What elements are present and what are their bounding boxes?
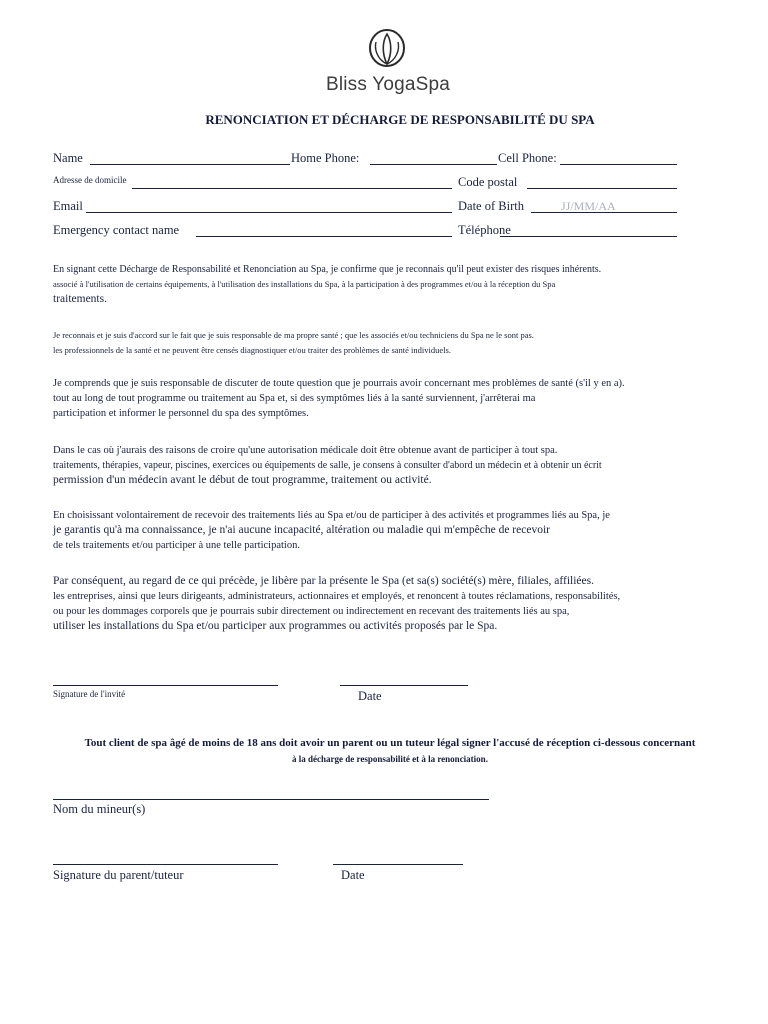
minor-notice-line2: à la décharge de responsabilité et à la renonciation. bbox=[292, 754, 488, 764]
waiver-paragraph-4: Dans le cas où j'aurais des raisons de croire qu'une autorisation médicale doit être obtenue avant de participer à tout spa. traitements, thérapies, vapeur, piscines, exercices ou équipements de salle, je consens à consulter d'abord un médecin et à obtenir un écrit permission d'un médecin avant le début de tout programme, traitement ou activité. bbox=[53, 445, 602, 486]
name-label: Name bbox=[53, 151, 83, 165]
telephone-field[interactable] bbox=[500, 236, 677, 237]
postal-code-field[interactable] bbox=[527, 188, 677, 189]
emergency-contact-label: Emergency contact name bbox=[53, 223, 180, 237]
cell-phone-label: Cell Phone: bbox=[498, 151, 557, 165]
waiver-paragraph-5: En choisissant volontairement de recevoir des traitements liés au Spa et/ou de participer à des activités et programmes liés au Spa, je je garantis qu'à ma connaissance, je n'ai aucune incapacité, altération ou maladie qui m'empêche de recevoir de tels traitements et/ou participer à une telle participation. bbox=[53, 510, 610, 551]
dob-placeholder: JJ/MM/AA bbox=[561, 199, 616, 213]
home-phone-label: Home Phone: bbox=[291, 151, 360, 165]
parent-signature-field[interactable] bbox=[53, 864, 278, 865]
cell-phone-field[interactable] bbox=[560, 164, 677, 165]
guest-signature-label: Signature de l'invité bbox=[53, 689, 126, 699]
email-label: Email bbox=[53, 199, 83, 213]
address-field[interactable] bbox=[132, 188, 452, 189]
minor-name-field[interactable] bbox=[53, 799, 489, 800]
address-label: Adresse de domicile bbox=[53, 175, 127, 185]
home-phone-field[interactable] bbox=[370, 164, 497, 165]
brand-name: Bliss YogaSpa bbox=[325, 74, 451, 95]
minor-name-label: Nom du mineur(s) bbox=[53, 802, 146, 816]
postal-code-label: Code postal bbox=[458, 175, 518, 189]
email-field[interactable] bbox=[86, 212, 452, 213]
waiver-paragraph-6: Par conséquent, au regard de ce qui précède, je libère par la présente le Spa (et sa(s) société(s) mère, filiales, affiliées. les entreprises, ainsi que leurs dirigeants, administrateurs, actionnaires et employés, et renoncent à toutes réclamations, responsabilités, ou pour les dommages corporels que je pourrais subir directement ou indirectement en recevant des traitements liés au spa, utiliser les installations du Spa et/ou participer aux programmes ou activités proposés par le Spa. bbox=[53, 575, 621, 632]
waiver-paragraph-1: En signant cette Décharge de Responsabilité et Renonciation au Spa, je confirme que je reconnais qu'il peut exister des risques inhérents. associé à l'utilisation de certains équipements, à l'utilisation des installations du Spa, à la participation à des programmes et/ou à la réception du Spa traitements. bbox=[53, 264, 602, 305]
parent-date-field[interactable] bbox=[333, 864, 463, 865]
waiver-paragraph-2: Je reconnais et je suis d'accord sur le fait que je suis responsable de ma propre santé ; que les associés et/ou techniciens du Spa ne le sont pas. les professionnels de la santé et ne peuvent être censés diagnostiquer et/ou traiter des problèmes de santé individuels. bbox=[53, 330, 534, 355]
name-field[interactable] bbox=[90, 164, 290, 165]
guest-date-field[interactable] bbox=[340, 685, 468, 686]
parent-date-label: Date bbox=[341, 868, 365, 882]
waiver-paragraph-3: Je comprends que je suis responsable de discuter de toute question que je pourrais avoir concernant mes problèmes de santé (s'il y en a). tout au long de tout programme ou traitement au Spa et, si des symptômes liés à la santé surviennent, j'arrêterai ma participation et informer le personnel du spa des symptômes. bbox=[53, 378, 625, 419]
emergency-contact-field[interactable] bbox=[196, 236, 452, 237]
minor-notice: Tout client de spa âgé de moins de 18 ans doit avoir un parent ou un tuteur légal signer l'accusé de réception ci-dessous concernant bbox=[84, 737, 696, 749]
guest-date-label: Date bbox=[358, 689, 382, 703]
parent-signature-label: Signature du parent/tuteur bbox=[53, 868, 184, 882]
dob-label: Date of Birth bbox=[458, 199, 524, 213]
document-title: RENONCIATION ET DÉCHARGE DE RESPONSABILITÉ DU SPA bbox=[205, 112, 595, 127]
telephone-label: Téléphone bbox=[458, 223, 511, 237]
guest-signature-field[interactable] bbox=[53, 685, 278, 686]
